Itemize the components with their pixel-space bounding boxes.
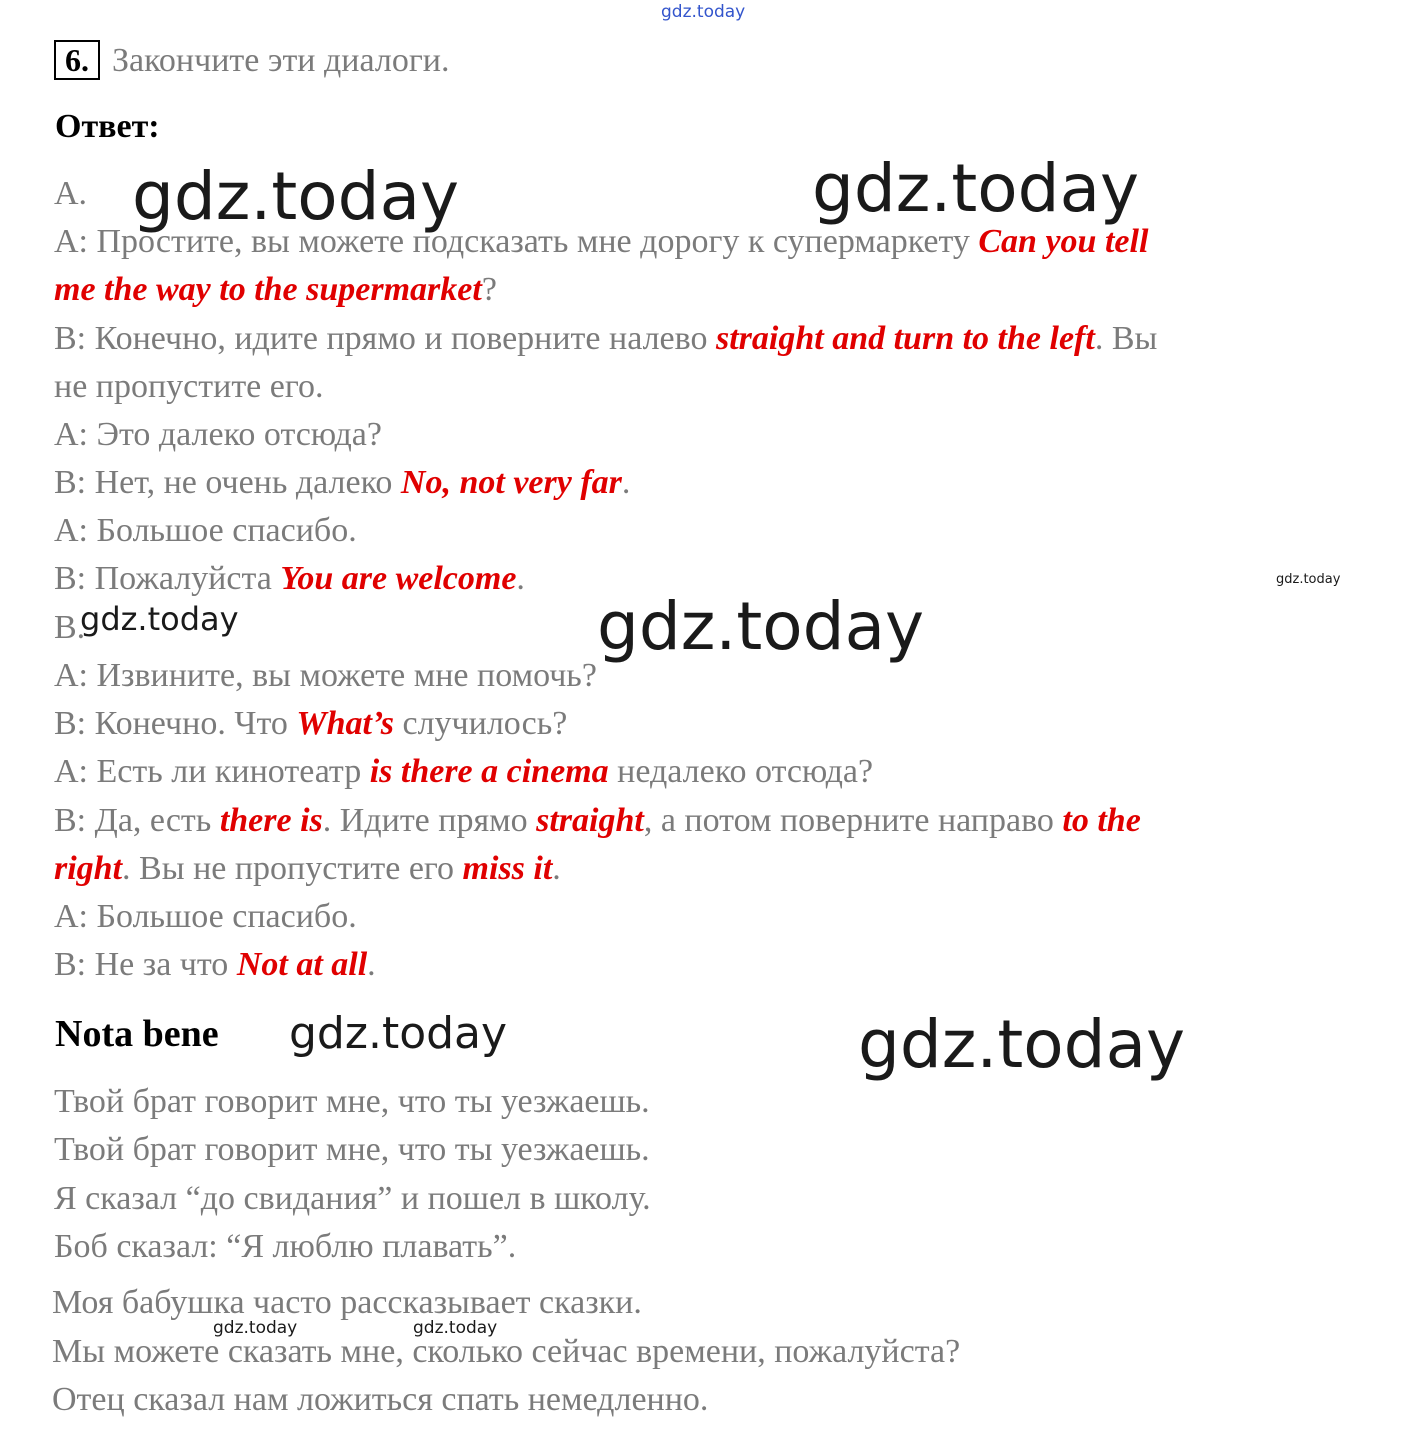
answer-text: What’s [296, 705, 394, 742]
answer-text: is there a cinema [369, 753, 609, 790]
dialog-a-line-3: B: Конечно, идите прямо и поверните налево straight and turn to the left. Вы [54, 320, 1158, 357]
answer-text: there is [219, 802, 323, 839]
dialog-b-line-2: B: Конечно. Что What’s случилось? [54, 705, 568, 742]
watermark-small-right: gdz.today [1276, 572, 1341, 587]
watermark-large-nb: gdz.today [858, 1006, 1186, 1083]
nota-bene-title: Nota bene [55, 1013, 219, 1055]
dialog-b-line-1: A: Извините, вы можете мне помочь? [54, 657, 597, 694]
watermark-bottom-2: gdz.today [413, 1318, 498, 1338]
watermark-large-mid: gdz.today [597, 588, 925, 665]
answer-text: straight [536, 802, 644, 839]
answer-label: Ответ: [55, 108, 160, 145]
dialog-a-line-2: me the way to the supermarket? [54, 271, 497, 308]
nota-bene-line-4: Боб сказал: “Я люблю плавать”. [54, 1228, 517, 1265]
dialog-b-line-4: B: Да, есть there is. Идите прямо straight, а потом поверните направо to the [54, 802, 1141, 839]
answer-text: You are welcome [280, 560, 517, 597]
dialog-b-line-7: B: Не за что Not at all. [54, 946, 376, 983]
nota-bene-line-2: Твой брат говорит мне, что ты уезжаешь. [54, 1131, 650, 1168]
answer-text: right [54, 850, 123, 887]
nota-bene-line-1: Твой брат говорит мне, что ты уезжаешь. [54, 1083, 650, 1120]
watermark-top: gdz.today [661, 2, 746, 22]
watermark-small-left: gdz.today [80, 600, 239, 638]
watermark-medium-nb: gdz.today [289, 1008, 508, 1059]
dialog-a-line-7: A: Большое спасибо. [54, 512, 357, 549]
watermark-large-2: gdz.today [812, 150, 1140, 227]
answer-text: No, not very far [400, 464, 622, 501]
answer-text: Not at all [236, 946, 368, 983]
dialog-a-line-1: A: Простите, вы можете подсказать мне дорогу к супермаркету Can you tell [54, 223, 1149, 260]
answer-text: miss it [462, 850, 553, 887]
watermark-bottom-1: gdz.today [213, 1318, 298, 1338]
nota-bene-line-3: Я сказал “до свидания” и пошел в школу. [54, 1180, 651, 1217]
dialog-b-line-3: A: Есть ли кинотеатр is there a cinema недалеко отсюда? [54, 753, 874, 790]
answer-text: me the way to the supermarket [54, 271, 482, 308]
dialog-b-line-5: right. Вы не пропустите его miss it. [54, 850, 561, 887]
answer-text: Can you tell [978, 223, 1149, 260]
dialog-a-line-4: не пропустите его. [54, 368, 324, 405]
exercise-instruction: Закончите эти диалоги. [112, 42, 450, 79]
nota-bene-line-5: Моя бабушка часто рассказывает сказки. [52, 1284, 642, 1321]
dialog-a-line-5: A: Это далеко отсюда? [54, 416, 382, 453]
dialog-b-line-6: A: Большое спасибо. [54, 898, 357, 935]
nota-bene-line-6: Мы можете сказать мне, сколько сейчас времени, пожалуйста? [52, 1333, 961, 1370]
dialog-a-line-8: B: Пожалуйста You are welcome. [54, 560, 525, 597]
answer-text: to the [1062, 802, 1141, 839]
dialog-a-line-6: B: Нет, не очень далеко No, not very far. [54, 464, 631, 501]
answer-text: straight and turn to the left [715, 320, 1095, 357]
nota-bene-line-7: Отец сказал нам ложиться спать немедленно. [52, 1381, 709, 1418]
exercise-number: 6. [54, 40, 100, 80]
watermark-large-1: gdz.today [132, 158, 460, 235]
dialog-a-label: A. [54, 175, 88, 212]
dialog-b-label: B. [54, 609, 86, 646]
